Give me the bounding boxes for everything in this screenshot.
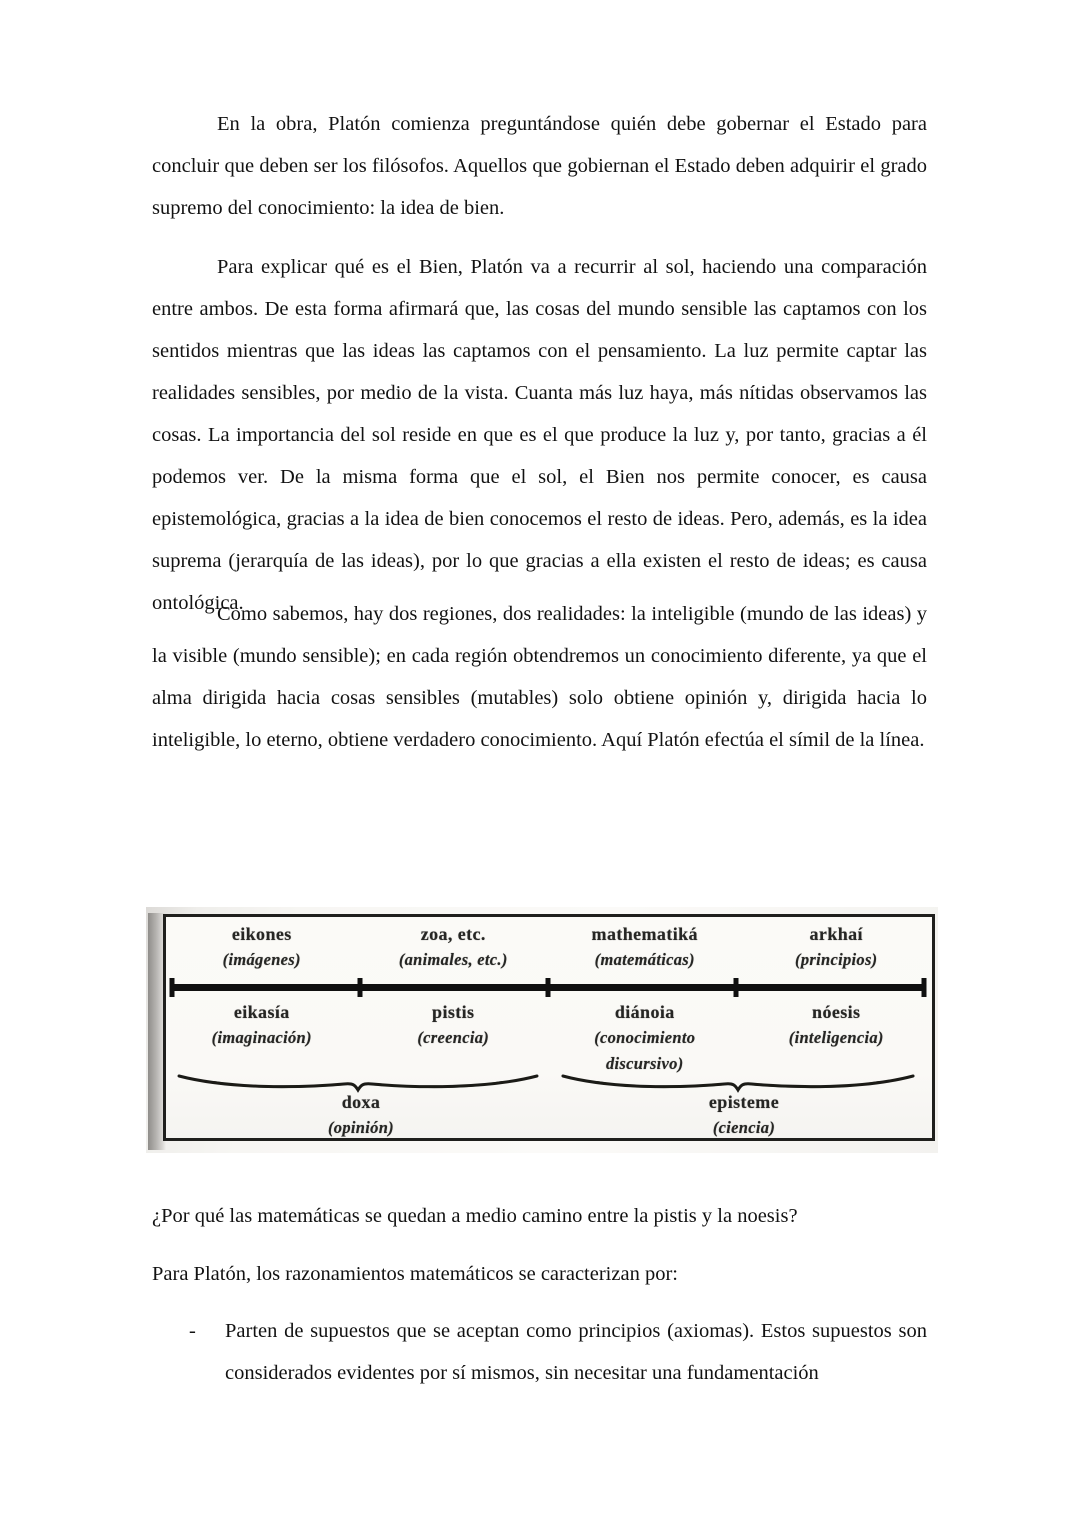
gloss-zoa: (animales, etc.) <box>398 950 508 969</box>
line-tick-3 <box>734 978 739 997</box>
diagram-group-doxa <box>166 1089 556 1141</box>
divided-line-diagram-scan <box>146 907 938 1153</box>
list-item-dash: - <box>189 1320 196 1342</box>
line-tick-0 <box>170 978 175 997</box>
diagram-col-mathematika <box>549 921 741 973</box>
term-dianoia: diánoia <box>614 1002 675 1022</box>
paragraph-intro-republic: En la obra, Platón comienza preguntándose quién debe gobernar el Estado para concluir que deben ser los filósofos. Aquellos que gobiernan el Estado deben adquirir el grado supremo del conocimiento: la idea de bien. <box>152 113 927 219</box>
line-tick-1 <box>358 978 363 997</box>
diagram-col-eikasia <box>166 999 358 1077</box>
line-tick-2 <box>546 978 551 997</box>
term-noesis: nóesis <box>812 1002 861 1022</box>
term-arkhai: arkhaí <box>809 924 863 944</box>
paragraph-sun-simile: Para explicar qué es el Bien, Platón va a recurrir al sol, haciendo una comparación entre ambos. De esta forma afirmará que, las cosas del mundo sensible las captamos con los sentidos mientras que las ideas las captamos con el pensamiento. La luz permite captar las realidades sensibles, por medio de la vista. Cuanta más luz haya, más nítidas observamos las cosas. La importancia del sol reside en que es el que produce la luz y, por tanto, gracias a él podemos ver. De la misma forma que el sol, el Bien nos permite conocer, es causa epistemológica, gracias a la idea de bien conocemos el resto de ideas. Pero, además, es la idea suprema (jerarquía de las ideas), por lo que gracias a ella existen el resto de ideas; es causa ontológica. <box>152 256 927 614</box>
diagram-objects-row <box>166 921 932 973</box>
question-mathematics: ¿Por qué las matemáticas se quedan a medio camino entre la pistis y la noesis? <box>152 1205 798 1227</box>
divided-line <box>172 984 924 991</box>
line-tick-4 <box>922 978 927 997</box>
gloss-pistis: (creencia) <box>417 1028 490 1047</box>
diagram-frame <box>163 914 935 1141</box>
gloss-eikasia: (imaginación) <box>211 1028 312 1047</box>
term-zoa: zoa, etc. <box>420 924 486 944</box>
diagram-soul-row <box>166 999 932 1077</box>
paragraph-two-regions: Como sabemos, hay dos regiones, dos realidades: la inteligible (mundo de las ideas) y la visible (mundo sensible); en cada región obtendremos un conocimiento diferente, ya que el alma dirigida hacia cosas sensibles (mutables) solo obtiene opinión y, dirigida hacia lo inteligible, lo eterno, obtiene verdadero conocimiento. Aquí Platón efectúa el símil de la línea. <box>152 603 927 751</box>
gloss-arkhai: (principios) <box>795 950 878 969</box>
gloss-dianoia: (conocimiento discursivo) <box>594 1028 696 1073</box>
term-pistis: pistis <box>432 1002 475 1022</box>
diagram-col-zoa <box>358 921 550 973</box>
gloss-mathematika: (matemáticas) <box>594 950 695 969</box>
diagram-col-noesis <box>741 999 933 1077</box>
term-mathematika: mathematiká <box>591 924 698 944</box>
term-doxa: doxa <box>341 1092 381 1112</box>
term-episteme: episteme <box>708 1092 780 1112</box>
list-item-axioms <box>152 1310 927 1394</box>
diagram-col-eikones <box>166 921 358 973</box>
list-item-text: Parten de supuestos que se aceptan como principios (axiomas). Estos supuestos son considerados evidentes por sí mismos, sin necesitar una fundamentación <box>225 1320 927 1384</box>
diagram-group-episteme <box>556 1089 932 1141</box>
term-eikasia: eikasía <box>233 1002 290 1022</box>
term-eikones: eikones <box>231 924 292 944</box>
gloss-episteme: (ciencia) <box>712 1118 776 1137</box>
diagram-col-dianoia <box>549 999 741 1077</box>
gloss-doxa: (opinión) <box>328 1118 394 1137</box>
diagram-col-pistis <box>358 999 550 1077</box>
diagram-col-arkhai <box>741 921 933 973</box>
gloss-noesis: (inteligencia) <box>788 1028 884 1047</box>
gloss-eikones: (imágenes) <box>222 950 301 969</box>
list-intro: Para Platón, los razonamientos matemáticos se caracterizan por: <box>152 1263 678 1285</box>
